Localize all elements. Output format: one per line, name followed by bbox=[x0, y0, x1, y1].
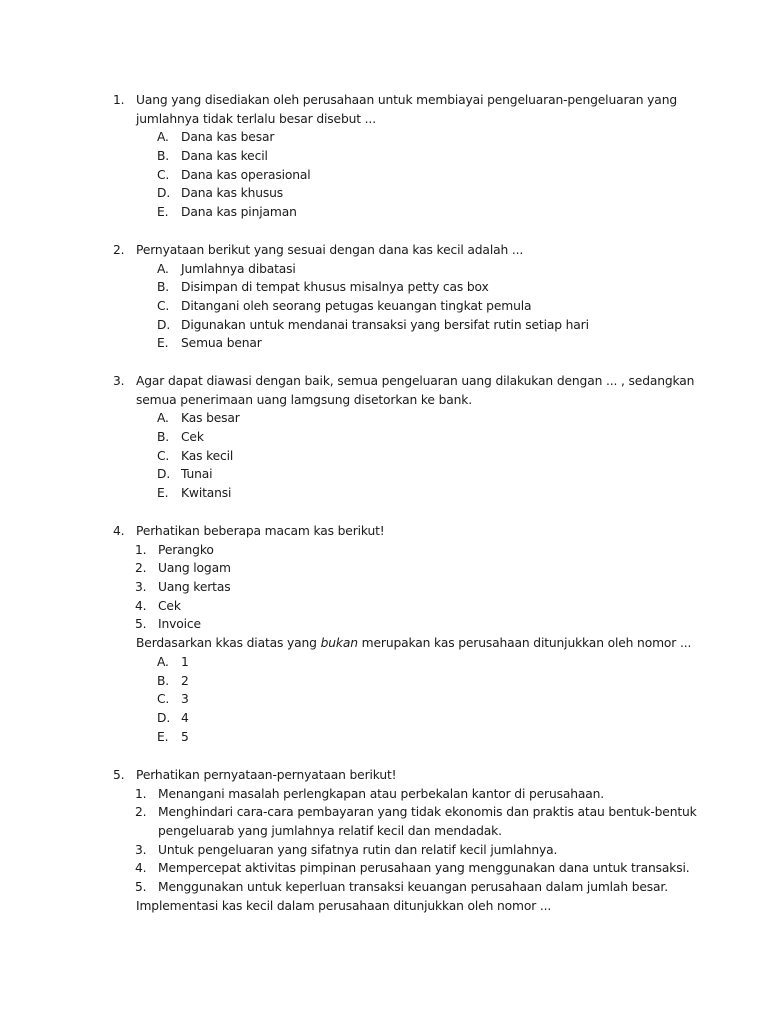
option-letter: E. bbox=[157, 486, 169, 501]
question-line bbox=[0, 391, 768, 410]
option-b bbox=[0, 278, 768, 297]
option-e bbox=[0, 728, 768, 747]
item-text: Perangko bbox=[158, 542, 214, 557]
question-text: Uang yang disediakan oleh perusahaan untuk membiayai pengeluaran-pengeluaran yang bbox=[136, 93, 677, 107]
option-e bbox=[0, 484, 768, 503]
option-letter: E. bbox=[157, 729, 169, 744]
option-letter: C. bbox=[157, 448, 170, 463]
option-letter: C. bbox=[157, 167, 170, 182]
option-letter: C. bbox=[157, 692, 170, 707]
option-d bbox=[0, 709, 768, 728]
option-a bbox=[0, 409, 768, 428]
item-number: 1. bbox=[135, 542, 147, 557]
question-4 bbox=[0, 522, 768, 746]
option-letter: D. bbox=[157, 317, 171, 332]
list-item bbox=[0, 785, 768, 804]
question-number: 3. bbox=[113, 374, 125, 388]
option-text: 2 bbox=[181, 673, 189, 688]
item-text: Uang logam bbox=[158, 561, 231, 576]
option-text: Dana kas kecil bbox=[181, 149, 268, 164]
option-text: Dana kas pinjaman bbox=[181, 205, 297, 220]
question-line bbox=[0, 241, 768, 260]
option-letter: A. bbox=[157, 261, 169, 276]
item-text: Menggunakan untuk keperluan transaksi keuangan perusahaan dalam jumlah besar. bbox=[158, 880, 668, 895]
option-a bbox=[0, 653, 768, 672]
item-number: 2. bbox=[135, 561, 147, 576]
question-text: Agar dapat diawasi dengan baik, semua pengeluaran uang dilakukan dengan ... , sedangkan bbox=[136, 374, 695, 388]
option-b bbox=[0, 428, 768, 447]
question-5 bbox=[0, 766, 768, 916]
option-text: Cek bbox=[181, 430, 204, 445]
option-text: Kas besar bbox=[181, 411, 240, 426]
list-item bbox=[0, 859, 768, 878]
option-letter: B. bbox=[157, 673, 170, 688]
option-letter: E. bbox=[157, 205, 169, 220]
list-item bbox=[0, 841, 768, 860]
item-text: Menghindari cara-cara pembayaran yang tidak ekonomis dan praktis atau bentuk-bentuk bbox=[158, 805, 697, 820]
item-text: Invoice bbox=[158, 617, 201, 632]
option-text: 1 bbox=[181, 654, 189, 669]
option-letter: A. bbox=[157, 130, 169, 145]
item-number: 1. bbox=[135, 786, 147, 801]
list-item bbox=[0, 597, 768, 616]
option-text: 5 bbox=[181, 729, 189, 744]
option-c bbox=[0, 690, 768, 709]
option-letter: B. bbox=[157, 430, 170, 445]
option-a bbox=[0, 128, 768, 147]
question-number: 2. bbox=[113, 243, 125, 257]
prompt-text bbox=[136, 634, 691, 653]
item-text: Cek bbox=[158, 598, 181, 613]
option-text: Jumlahnya dibatasi bbox=[181, 261, 296, 276]
option-text: 3 bbox=[181, 692, 189, 707]
option-text: Dana kas besar bbox=[181, 130, 275, 145]
question-line bbox=[0, 91, 768, 110]
option-c bbox=[0, 166, 768, 185]
question-line bbox=[0, 766, 768, 785]
question-text: Pernyataan berikut yang sesuai dengan dana kas kecil adalah ... bbox=[136, 243, 524, 257]
list-item-continuation bbox=[0, 822, 768, 841]
question-text: Perhatikan beberapa macam kas berikut! bbox=[136, 524, 385, 538]
item-text: pengeluarab yang jumlahnya relatif kecil dan mendadak. bbox=[158, 824, 502, 839]
question-3 bbox=[0, 372, 768, 503]
option-c bbox=[0, 447, 768, 466]
option-d bbox=[0, 316, 768, 335]
option-b bbox=[0, 672, 768, 691]
list-item bbox=[0, 878, 768, 897]
option-text: Digunakan untuk mendanai transaksi yang bersifat rutin setiap hari bbox=[181, 317, 589, 332]
item-text: Uang kertas bbox=[158, 580, 231, 595]
list-item bbox=[0, 559, 768, 578]
item-number: 4. bbox=[135, 598, 147, 613]
option-text: Kas kecil bbox=[181, 448, 234, 463]
list-item bbox=[0, 615, 768, 634]
item-number: 3. bbox=[135, 842, 147, 857]
item-number: 5. bbox=[135, 880, 147, 895]
question-number: 5. bbox=[113, 768, 125, 782]
option-c bbox=[0, 297, 768, 316]
question-line bbox=[0, 110, 768, 129]
question-text: Perhatikan pernyataan-pernyataan berikut! bbox=[136, 768, 397, 782]
option-letter: A. bbox=[157, 411, 169, 426]
list-item bbox=[0, 803, 768, 822]
item-text: Menangani masalah perlengkapan atau perbekalan kantor di perusahaan. bbox=[158, 786, 605, 801]
question-2 bbox=[0, 241, 768, 353]
option-text: Ditangani oleh seorang petugas keuangan tingkat pemula bbox=[181, 299, 532, 314]
list-item bbox=[0, 541, 768, 560]
option-letter: D. bbox=[157, 710, 171, 725]
question-prompt bbox=[0, 634, 768, 653]
item-number: 4. bbox=[135, 861, 147, 876]
list-item bbox=[0, 578, 768, 597]
question-text: semua penerimaan uang lamgsung disetorkan ke bank. bbox=[136, 392, 472, 407]
option-letter: D. bbox=[157, 186, 171, 201]
option-b bbox=[0, 147, 768, 166]
option-d bbox=[0, 465, 768, 484]
option-letter: D. bbox=[157, 467, 171, 482]
option-letter: A. bbox=[157, 654, 169, 669]
item-number: 3. bbox=[135, 580, 147, 595]
option-text: Dana kas khusus bbox=[181, 186, 284, 201]
option-e bbox=[0, 203, 768, 222]
option-text: 4 bbox=[181, 710, 189, 725]
option-text: Kwitansi bbox=[181, 486, 232, 501]
option-letter: B. bbox=[157, 280, 170, 295]
question-text: jumlahnya tidak terlalu besar disebut ... bbox=[136, 111, 376, 126]
option-d bbox=[0, 184, 768, 203]
option-text: Semua benar bbox=[181, 336, 262, 351]
prompt-before: Berdasarkan kkas diatas yang bbox=[136, 636, 321, 651]
question-number: 4. bbox=[113, 524, 125, 538]
option-text: Disimpan di tempat khusus misalnya petty cas box bbox=[181, 280, 489, 295]
question-1 bbox=[0, 91, 768, 222]
item-number: 5. bbox=[135, 617, 147, 632]
question-line bbox=[0, 372, 768, 391]
option-text: Tunai bbox=[181, 467, 213, 482]
question-prompt bbox=[0, 897, 768, 916]
item-text: Mempercepat aktivitas pimpinan perusahaan yang menggunakan dana untuk transaksi. bbox=[158, 861, 690, 876]
option-letter: B. bbox=[157, 149, 170, 164]
item-text: Untuk pengeluaran yang sifatnya rutin dan relatif kecil jumlahnya. bbox=[158, 842, 558, 857]
prompt-text: Implementasi kas kecil dalam perusahaan ditunjukkan oleh nomor ... bbox=[136, 898, 552, 913]
item-number: 2. bbox=[135, 805, 147, 820]
option-text: Dana kas operasional bbox=[181, 167, 311, 182]
option-letter: E. bbox=[157, 336, 169, 351]
prompt-after: merupakan kas perusahaan ditunjukkan oleh nomor ... bbox=[357, 636, 692, 651]
option-e bbox=[0, 334, 768, 353]
option-a bbox=[0, 260, 768, 279]
prompt-italic: bukan bbox=[320, 636, 358, 651]
question-number: 1. bbox=[113, 93, 125, 107]
question-line bbox=[0, 522, 768, 541]
option-letter: C. bbox=[157, 299, 170, 314]
